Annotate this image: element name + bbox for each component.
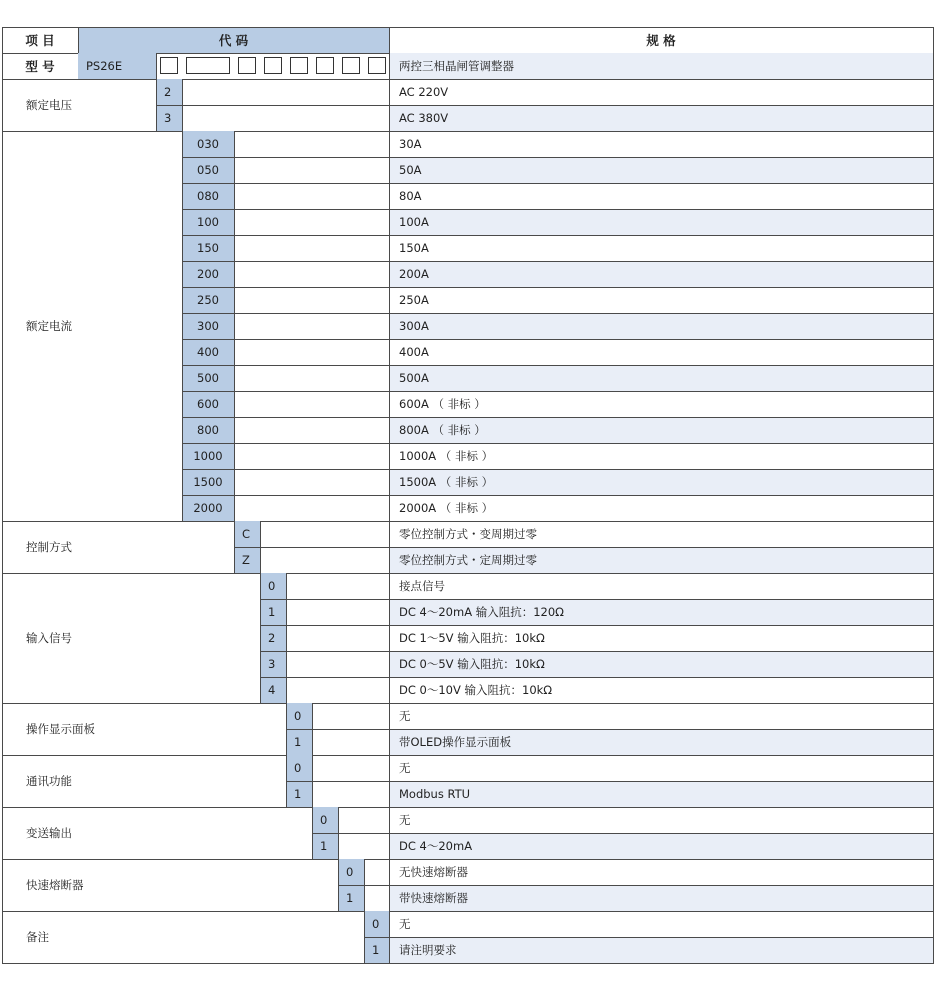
code-cell: 0 bbox=[312, 807, 338, 833]
model-spec: 两控三相晶闸管调整器 bbox=[389, 53, 933, 79]
grid-line bbox=[156, 79, 157, 131]
grid-line bbox=[182, 209, 933, 210]
grid-line bbox=[260, 599, 933, 600]
code-cell: 030 bbox=[182, 131, 234, 157]
grid-line bbox=[286, 703, 287, 755]
grid-line bbox=[234, 131, 235, 521]
spec-cell: 150A bbox=[399, 241, 429, 255]
header-spec: 规 格 bbox=[646, 33, 676, 48]
code-cell: 050 bbox=[182, 157, 234, 183]
grid-line bbox=[2, 27, 3, 964]
group-label: 控制方式 bbox=[26, 540, 72, 554]
code-cell: 0 bbox=[286, 755, 312, 781]
grid-line bbox=[182, 183, 933, 184]
grid-line bbox=[338, 859, 339, 911]
spec-cell: 80A bbox=[399, 189, 422, 203]
code-cell: 0 bbox=[338, 859, 364, 885]
group-label: 通讯功能 bbox=[26, 774, 72, 788]
grid-line bbox=[260, 651, 933, 652]
code-cell: 1 bbox=[260, 599, 286, 625]
code-cell: 4 bbox=[260, 677, 286, 703]
grid-line bbox=[182, 157, 933, 158]
group-label: 备注 bbox=[26, 930, 49, 944]
group-label: 输入信号 bbox=[26, 631, 72, 645]
code-cell: 100 bbox=[182, 209, 234, 235]
spec-cell: 零位控制方式・定周期过零 bbox=[389, 547, 933, 573]
grid-line bbox=[156, 53, 157, 79]
code-slot-box bbox=[160, 57, 178, 74]
spec-cell: 30A bbox=[399, 137, 422, 151]
code-cell: 1 bbox=[286, 781, 312, 807]
code-cell: 2000 bbox=[182, 495, 234, 521]
grid-line bbox=[312, 833, 933, 834]
grid-line bbox=[2, 27, 933, 28]
spec-cell: 无 bbox=[399, 813, 411, 827]
spec-cell: AC 380V bbox=[389, 105, 933, 131]
spec-cell: DC 1～5V 输入阻抗：10kΩ bbox=[399, 631, 545, 645]
code-slot-box bbox=[316, 57, 334, 74]
grid-line bbox=[286, 729, 933, 730]
code-cell: 1 bbox=[364, 937, 389, 963]
code-cell: 500 bbox=[182, 365, 234, 391]
code-slot-box bbox=[290, 57, 308, 74]
spec-cell: 接点信号 bbox=[399, 579, 445, 593]
code-cell: 3 bbox=[260, 651, 286, 677]
grid-line bbox=[182, 443, 933, 444]
group-label: 快速熔断器 bbox=[26, 878, 84, 892]
spec-cell: DC 4～20mA bbox=[389, 833, 933, 859]
grid-line bbox=[182, 79, 183, 131]
code-slot-box bbox=[186, 57, 230, 74]
code-cell: 300 bbox=[182, 313, 234, 339]
spec-cell: 250A bbox=[399, 293, 429, 307]
code-cell: 080 bbox=[182, 183, 234, 209]
grid-line bbox=[260, 521, 261, 573]
grid-line bbox=[286, 755, 287, 807]
grid-line bbox=[2, 963, 933, 964]
grid-line bbox=[182, 261, 933, 262]
grid-line bbox=[338, 807, 339, 859]
grid-line bbox=[182, 365, 933, 366]
grid-line bbox=[182, 495, 933, 496]
grid-line bbox=[364, 859, 365, 911]
grid-line bbox=[260, 573, 261, 703]
code-slot-box bbox=[368, 57, 386, 74]
grid-line bbox=[182, 131, 183, 521]
header-item: 项 目 bbox=[25, 33, 55, 48]
grid-line bbox=[286, 573, 287, 703]
code-slot-box bbox=[342, 57, 360, 74]
code-cell: 1 bbox=[286, 729, 312, 755]
grid-line bbox=[364, 937, 933, 938]
grid-line bbox=[182, 391, 933, 392]
spec-cell: DC 0～5V 输入阻抗：10kΩ bbox=[389, 651, 933, 677]
spec-cell: 50A bbox=[389, 157, 933, 183]
code-cell: 1500 bbox=[182, 469, 234, 495]
spec-cell: 无快速熔断器 bbox=[399, 865, 468, 879]
grid-line bbox=[286, 781, 933, 782]
spec-cell: AC 220V bbox=[399, 85, 449, 99]
model-prefix: PS26E bbox=[78, 53, 156, 79]
code-cell: 1 bbox=[312, 833, 338, 859]
spec-cell: 带快速熔断器 bbox=[389, 885, 933, 911]
code-cell: 150 bbox=[182, 235, 234, 261]
spec-cell: 800A （ 非标 ） bbox=[389, 417, 933, 443]
grid-line bbox=[182, 469, 933, 470]
code-cell: 0 bbox=[286, 703, 312, 729]
code-cell: 1 bbox=[338, 885, 364, 911]
grid-line bbox=[182, 417, 933, 418]
grid-line bbox=[182, 235, 933, 236]
spec-cell: 600A （ 非标 ） bbox=[399, 397, 486, 411]
grid-line bbox=[312, 703, 313, 755]
code-cell: 400 bbox=[182, 339, 234, 365]
grid-line bbox=[182, 339, 933, 340]
spec-cell: 300A bbox=[389, 313, 933, 339]
group-label: 额定电压 bbox=[26, 98, 72, 112]
code-cell: 3 bbox=[156, 105, 182, 131]
spec-cell: 无 bbox=[399, 761, 411, 775]
code-cell: 600 bbox=[182, 391, 234, 417]
grid-line bbox=[260, 677, 933, 678]
grid-line bbox=[182, 313, 933, 314]
spec-cell: DC 4～20mA 输入阻抗：120Ω bbox=[389, 599, 933, 625]
spec-cell: 带OLED操作显示面板 bbox=[389, 729, 933, 755]
grid-line bbox=[312, 807, 313, 859]
spec-cell: Modbus RTU bbox=[389, 781, 933, 807]
spec-cell: 1000A （ 非标 ） bbox=[399, 449, 494, 463]
model-label: 型 号 bbox=[25, 59, 55, 74]
code-cell: 2 bbox=[260, 625, 286, 651]
grid-line bbox=[182, 287, 933, 288]
code-cell: 800 bbox=[182, 417, 234, 443]
header-code: 代 码 bbox=[78, 27, 389, 53]
spec-cell: DC 0～10V 输入阻抗：10kΩ bbox=[399, 683, 553, 697]
grid-line bbox=[338, 885, 933, 886]
spec-cell: 500A bbox=[389, 365, 933, 391]
grid-line bbox=[156, 105, 933, 106]
spec-cell: 2000A （ 非标 ） bbox=[399, 501, 494, 515]
grid-line bbox=[234, 547, 933, 548]
code-cell: Z bbox=[234, 547, 260, 573]
spec-cell: 400A bbox=[399, 345, 429, 359]
grid-line bbox=[364, 911, 365, 963]
grid-line bbox=[389, 27, 390, 964]
group-label: 额定电流 bbox=[26, 319, 72, 333]
spec-cell: 1500A （ 非标 ） bbox=[389, 469, 933, 495]
grid-line bbox=[234, 521, 235, 573]
spec-cell: 100A bbox=[389, 209, 933, 235]
code-cell: 250 bbox=[182, 287, 234, 313]
group-label: 操作显示面板 bbox=[26, 722, 95, 736]
spec-cell: 200A bbox=[389, 261, 933, 287]
code-slot-box bbox=[238, 57, 256, 74]
code-slot-box bbox=[264, 57, 282, 74]
code-cell: 200 bbox=[182, 261, 234, 287]
spec-cell: 请注明要求 bbox=[389, 937, 933, 963]
grid-line bbox=[260, 625, 933, 626]
code-cell: 1000 bbox=[182, 443, 234, 469]
spec-cell: 无 bbox=[399, 917, 411, 931]
grid-line bbox=[933, 27, 934, 964]
grid-line bbox=[312, 755, 313, 807]
group-label: 变送输出 bbox=[26, 826, 72, 840]
spec-cell: 零位控制方式・变周期过零 bbox=[399, 527, 537, 541]
code-cell: 0 bbox=[364, 911, 389, 937]
spec-cell: 无 bbox=[399, 709, 411, 723]
code-cell: C bbox=[234, 521, 260, 547]
code-cell: 0 bbox=[260, 573, 286, 599]
code-cell: 2 bbox=[156, 79, 182, 105]
